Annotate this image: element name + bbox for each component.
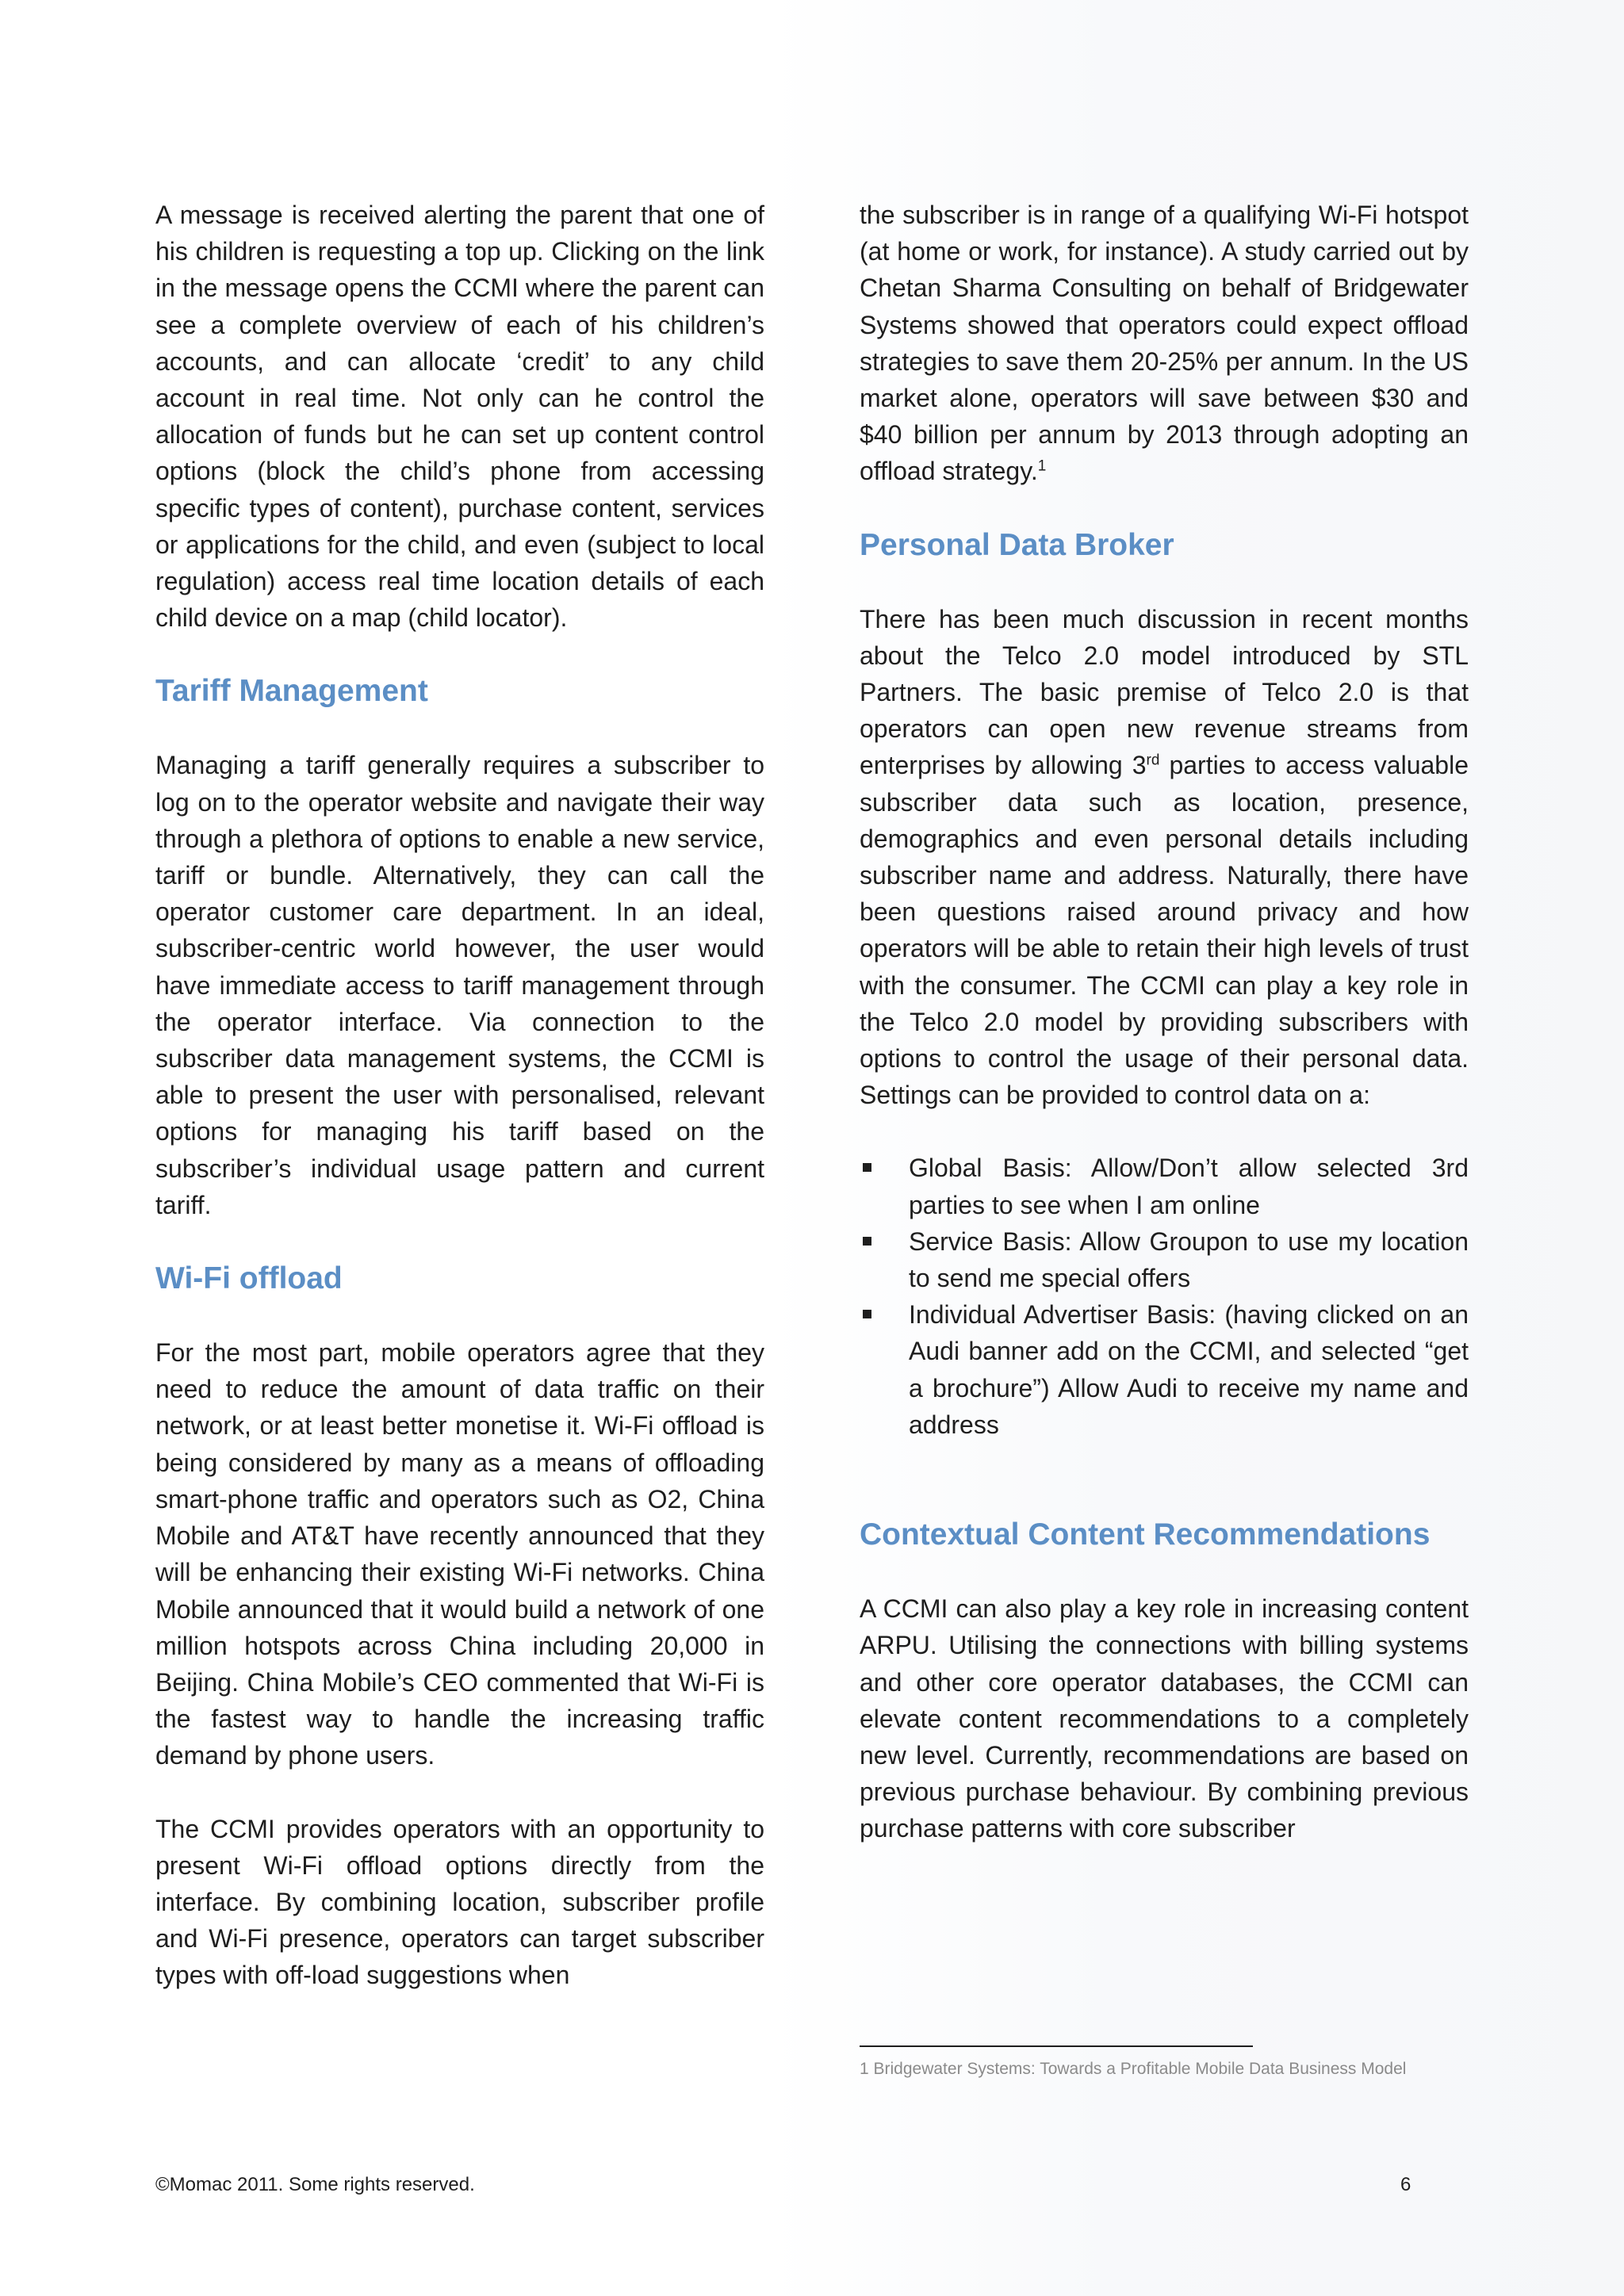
intro-paragraph: A message is received alerting the parent that one of his children is requesting a top up. Clicking on the link in the message opens the CCMI where the parent can see a complete overview of each of his children’s accounts, and can allocate ‘credit’ to any child account in real time. Not only can he control the allocation of funds but he can set up content control options (block the child’s phone from accessing specific types of content), purchase content, services or applications for the child, and even (subject to local regulation) access real time location details of each child device on a map (child locator). bbox=[155, 201, 764, 633]
wifi-continued-paragraph bbox=[860, 197, 1469, 490]
personal-data-broker-heading: Personal Data Broker bbox=[860, 527, 1174, 562]
square-bullet-icon bbox=[863, 1310, 871, 1318]
page-number: 6 bbox=[1400, 2174, 1411, 2195]
footnote-reference[interactable]: 1 bbox=[1037, 457, 1047, 475]
wifi-offload-heading: Wi-Fi offload bbox=[155, 1261, 343, 1296]
right-column bbox=[860, 197, 1469, 1847]
wifi-offload-paragraph: For the most part, mobile operators agree that they need to reduce the amount of data traffic on their network, or at least better monetise it. Wi-Fi offload is being considered by many as a means of offloading smart-phone traffic and operators such as O2, China Mobile and AT&T have recently announced that they will be enhancing their existing Wi-Fi networks. China Mobile announced that it would build a network of one million hotspots across China including 20,000 in Beijing. China Mobile’s CEO commented that Wi-Fi is the fastest way to handle the increasing traffic demand by phone users. bbox=[155, 1338, 764, 1770]
bullet-item bbox=[860, 1223, 1469, 1296]
footnote-text: 1 Bridgewater Systems: Towards a Profitable Mobile Data Business Model bbox=[860, 2060, 1407, 2078]
bullet-text: Global Basis: Allow/Don’t allow selected 3rd parties to see when I am online bbox=[909, 1154, 1469, 1219]
tariff-management-heading: Tariff Management bbox=[155, 674, 428, 709]
wifi-offload-paragraph-2: The CCMI provides operators with an opportunity to present Wi-Fi offload options directly from the interface. By combining location, subscriber profile and Wi-Fi presence, operators can target subscriber types with off-load suggestions when bbox=[155, 1814, 764, 1990]
tariff-management-paragraph: Managing a tariff generally requires a subscriber to log on to the operator website and navigate their way through a plethora of options to enable a new service, tariff or bundle. Alternatively, they can call the operator customer care department. In an ideal, subscriber-centric world however, the user would have immediate access to tariff management through the operator interface. Via connection to the subscriber data management systems, the CCMI is able to present the user with personalised, relevant options for managing his tariff based on the subscriber’s individual usage pattern and current tariff. bbox=[155, 751, 764, 1219]
ordinal-superscript: rd bbox=[1146, 752, 1160, 769]
wifi-continued-text: the subscriber is in range of a qualifying Wi-Fi hotspot (at home or work, for instance). A study carried out by Chetan Sharma Consulting on behalf of Bridgewater Systems showed that operators could expect offload strategies to save them 20-25% per annum. In the US market alone, operators will save between $30 and $40 billion per annum by 2013 through adopting an offload strategy. bbox=[860, 201, 1469, 486]
square-bullet-icon bbox=[863, 1163, 871, 1172]
data-broker-text-part-2: parties to access valuable subscriber data such as location, presence, demographics and even personal details including subscriber name and address. Naturally, there have been questions raised around privacy and how operators will be able to retain their high levels of trust with the consumer. The CCMI can play a key role in the Telco 2.0 model by providing subscribers with options to control the usage of their personal data. Settings can be provided to control data on a: bbox=[860, 751, 1469, 1110]
left-column bbox=[155, 197, 764, 1994]
bullet-text: Service Basis: Allow Groupon to use my location to send me special offers bbox=[909, 1226, 1469, 1293]
contextual-content-paragraph: A CCMI can also play a key role in increasing content ARPU. Utilising the connections with billing systems and other core operator databases, the CCMI can elevate content recommendations to a completely new level. Currently, recommendations are based on previous purchase behaviour. By combining previous purchase patterns with core subscriber bbox=[860, 1594, 1469, 1843]
footer-copyright: ©Momac 2011. Some rights reserved. bbox=[155, 2174, 475, 2195]
square-bullet-icon bbox=[863, 1237, 871, 1246]
data-broker-text-part-1: There has been much discussion in recent months about the Telco 2.0 model introduced by STL Partners. The basic premise of Telco 2.0 is that operators can open new revenue streams from enterprises by allowing 3 bbox=[860, 604, 1469, 780]
footnote-separator bbox=[860, 2045, 1253, 2047]
contextual-content-heading: Contextual Content Recommendations bbox=[860, 1517, 1431, 1552]
personal-data-broker-paragraph bbox=[860, 601, 1469, 1114]
bullet-text: Individual Advertiser Basis: (having clicked on an Audi banner add on the CCMI, and selected “get a brochure”) Allow Audi to receive my name and address bbox=[909, 1300, 1469, 1439]
bullet-item bbox=[860, 1296, 1469, 1443]
bullet-item bbox=[860, 1150, 1469, 1223]
data-control-bullet-list bbox=[860, 1150, 1469, 1443]
